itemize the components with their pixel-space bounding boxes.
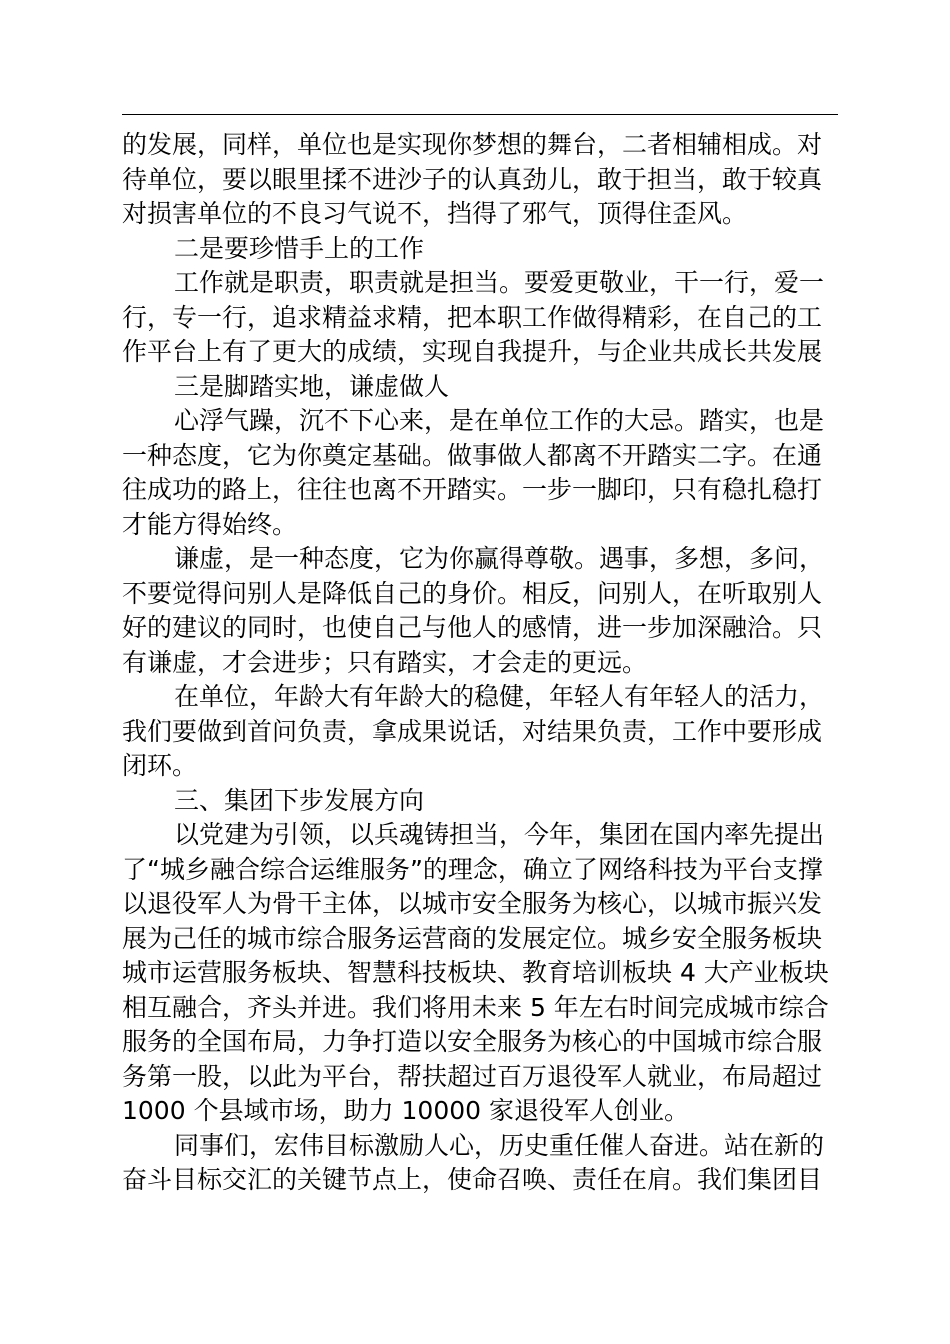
- text-line: 奋斗目标交汇的关键节点上，使命召唤、责任在肩。我们集团目: [122, 1165, 823, 1194]
- text-line: 三是脚踏实地，谦虚做人: [174, 371, 450, 401]
- text-line: 我们要做到首问负责，拿成果说话，对结果负责，工作中要形成: [122, 716, 823, 746]
- text-line: 作平台上有了更大的成绩，实现自我提升，与企业共成长共发展: [122, 337, 823, 366]
- text-line: 闭环。: [122, 751, 198, 780]
- text-line: 才能方得始终。: [122, 509, 298, 539]
- text-line: 以退役军人为骨干主体，以城市安全服务为核心，以城市振兴发: [122, 889, 823, 918]
- text-line: 以党建为引领，以兵魂铸担当，今年，集团在国内率先提出: [174, 820, 825, 849]
- text-line: 了“城乡融合综合运维服务”的理念，确立了网络科技为平台支撑: [122, 854, 823, 884]
- text-line: 有谦虚，才会进步；只有踏实，才会走的更远。: [122, 647, 648, 677]
- text-line: 城市运营服务板块、智慧科技板块、教育培训板块 4 大产业板块: [122, 958, 829, 987]
- document-body: [122, 128, 838, 1198]
- text-line: 同事们，宏伟目标激励人心，历史重任催人奋进。站在新的: [174, 1130, 825, 1160]
- text-line: 一种态度，它为你奠定基础。做事做人都离不开踏实二字。在通: [122, 440, 823, 470]
- text-line: 服务的全国布局，力争打造以安全服务为核心的中国城市综合服: [122, 1027, 823, 1056]
- text-line: 心浮气躁，沉不下心来，是在单位工作的大忌。踏实，也是: [174, 406, 825, 435]
- text-line: 二是要珍惜手上的工作: [174, 233, 425, 263]
- text-line: 三、集团下步发展方向: [174, 785, 425, 815]
- text-line: 的发展，同样，单位也是实现你梦想的舞台，二者相辅相成。对: [122, 130, 823, 159]
- text-line: 工作就是职责，职责就是担当。要爱更敬业，干一行，爱一: [174, 268, 825, 297]
- text-line: 行，专一行，追求精益求精，把本职工作做得精彩，在自己的工: [122, 302, 823, 332]
- text-line: 相互融合，齐头并进。我们将用未来 5 年左右时间完成城市综合: [122, 992, 829, 1022]
- text-line: 往成功的路上，往往也离不开踏实。一步一脚印，只有稳扎稳打: [122, 475, 823, 504]
- header-rule: [122, 114, 838, 115]
- text-line: 谦虚，是一种态度，它为你赢得尊敬。遇事，多想，多问，: [174, 544, 825, 573]
- text-line: 对损害单位的不良习气说不，挡得了邪气，顶得住歪风。: [122, 199, 748, 228]
- text-line: 不要觉得问别人是降低自己的身价。相反，问别人，在听取别人: [122, 578, 823, 608]
- text-line: 1000 个县域市场，助力 10000 家退役军人创业。: [122, 1096, 689, 1125]
- text-line: 在单位，年龄大有年龄大的稳健，年轻人有年轻人的活力，: [174, 682, 825, 711]
- text-line: 展为己任的城市综合服务运营商的发展定位。城乡安全服务板块: [122, 923, 823, 953]
- text-line: 好的建议的同时，也使自己与他人的感情，进一步加深融洽。只: [122, 613, 823, 642]
- text-line: 待单位，要以眼里揉不进沙子的认真劲儿，敢于担当，敢于较真: [122, 164, 823, 194]
- text-line: 务第一股，以此为平台，帮扶超过百万退役军人就业，布局超过: [122, 1061, 823, 1091]
